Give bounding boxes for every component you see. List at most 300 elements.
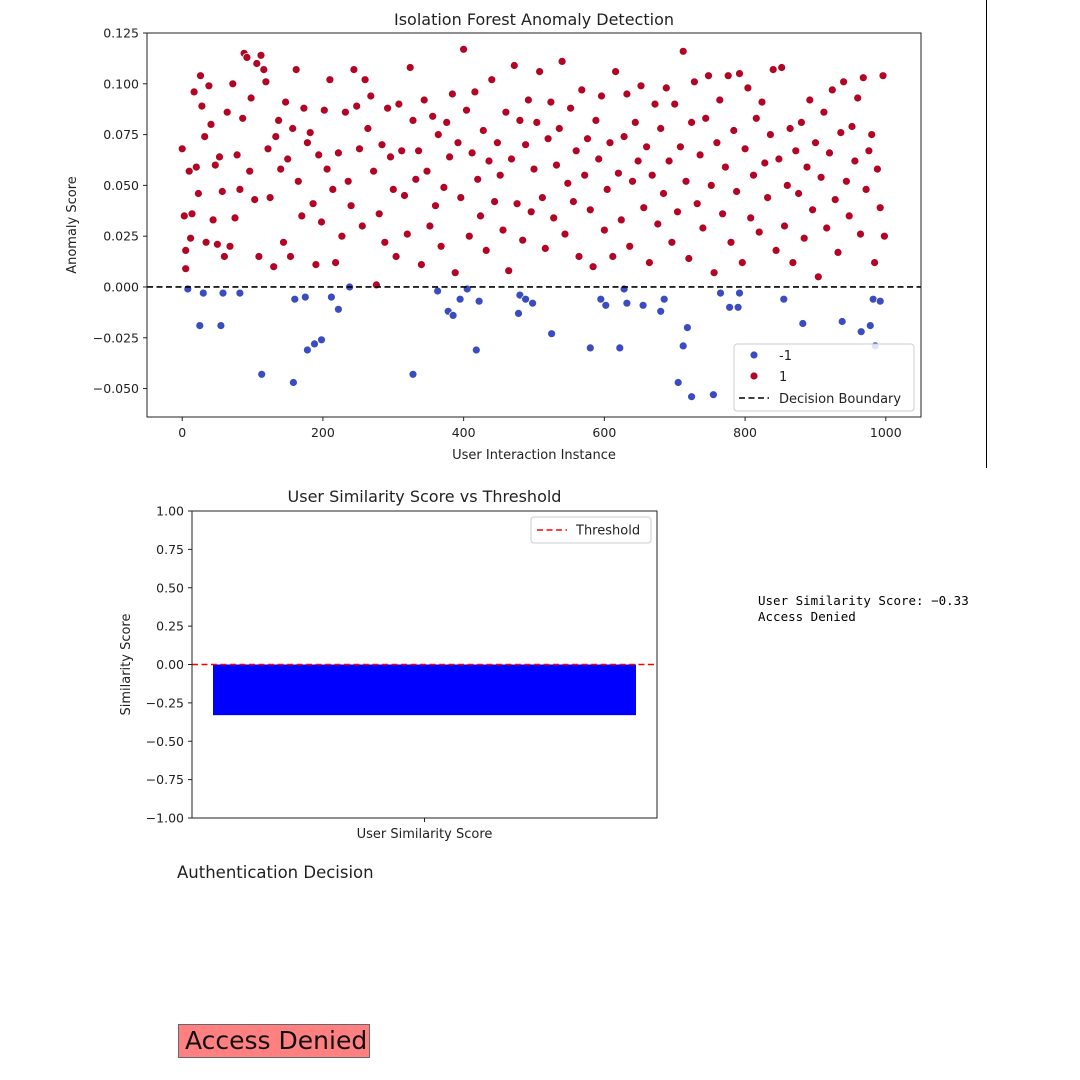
data-point [475,297,483,305]
data-point [544,135,552,143]
data-point [449,311,457,319]
data-point [496,171,504,179]
data-point [516,116,524,124]
data-point [809,206,817,214]
data-point [255,253,263,261]
data-point [724,72,732,80]
data-point [690,78,698,86]
data-point [387,153,395,161]
data-point [600,226,608,234]
data-point [533,118,541,126]
data-point [603,185,611,193]
data-point [479,127,487,135]
data-point [384,104,392,112]
data-point [617,216,625,224]
data-point [598,92,606,100]
data-point [838,318,846,326]
data-point [848,123,856,131]
y-axis-label: Anomaly Score [65,176,80,274]
data-point [866,322,874,330]
data-point [344,177,352,185]
data-point [338,232,346,240]
data-point [219,289,227,297]
bar-y-tick-label: −0.25 [145,695,184,711]
data-point [434,131,442,139]
data-point [423,167,431,175]
legend [734,344,914,411]
data-point [326,76,334,84]
data-point [205,82,213,90]
data-point [301,293,309,301]
data-point [482,246,490,254]
data-point [752,114,760,122]
data-point [834,248,842,256]
data-point [264,145,272,153]
data-point [876,204,884,212]
data-point [606,139,614,147]
data-point [569,198,577,206]
data-point [676,143,684,151]
data-point [477,212,485,220]
data-point [797,118,805,126]
data-point [736,70,744,78]
data-point [629,177,637,185]
data-point [282,98,290,106]
data-point [550,214,558,222]
data-point [474,175,482,183]
bar-y-tick-label: −0.75 [145,772,184,788]
data-point [246,167,254,175]
data-point [536,68,544,76]
data-point [645,259,653,267]
data-point [443,118,451,126]
data-point [873,165,881,173]
data-point [820,108,828,116]
data-point [519,236,527,244]
data-point [688,393,696,401]
bar-y-tick-label: −0.50 [145,733,184,749]
y-tick-label: 0.075 [103,127,139,143]
data-point [592,116,600,124]
data-point [260,66,268,74]
data-point [705,72,713,80]
data-point [854,94,862,102]
data-point [378,141,386,149]
data-point [648,171,656,179]
data-point [417,261,425,269]
data-point [800,234,808,242]
data-point [584,135,592,143]
data-point [665,157,673,165]
data-point [434,287,442,295]
data-point [485,157,493,165]
x-axis-label: User Interaction Instance [452,448,616,463]
data-point [463,106,471,114]
data-point [586,206,594,214]
data-point [814,273,822,281]
data-point [803,163,811,171]
data-point [857,230,865,238]
data-point [623,299,631,307]
data-point [555,125,563,133]
data-point [806,96,814,104]
data-point [309,200,317,208]
data-point [356,145,364,153]
data-point [840,78,848,86]
data-point [631,118,639,126]
data-point [300,104,308,112]
data-point [662,84,670,92]
data-point [334,305,342,313]
data-point [738,259,746,267]
data-point [454,139,462,147]
data-point [764,194,772,202]
data-point [502,108,510,116]
data-point [471,88,479,96]
data-point [320,106,328,114]
data-point [780,295,788,303]
data-point [747,214,755,222]
data-point [505,267,513,275]
divider-line [986,0,987,468]
data-point [361,76,369,84]
data-point [679,47,687,55]
data-point [674,379,682,387]
bar-y-axis-label: Similarity Score [119,613,134,716]
data-point [347,202,355,210]
y-tick-label: 0.025 [103,228,139,244]
data-point [251,196,259,204]
data-point [213,240,221,248]
data-point [457,194,465,202]
data-point [614,169,622,177]
data-point [857,328,865,336]
data-point [741,145,749,153]
x-tick-label: 0 [178,425,187,440]
data-point [298,212,306,220]
data-point [679,342,687,350]
console-decision-line: Access Denied [758,609,856,624]
data-point [783,181,791,189]
y-tick-label: 0.000 [103,279,139,295]
data-point [716,96,724,104]
data-point [460,45,468,53]
data-point [623,90,631,98]
data-point [323,165,331,173]
y-tick-label: −0.025 [92,330,139,346]
data-point [626,242,634,250]
data-point [786,125,794,133]
data-point [654,220,662,228]
data-point [879,72,887,80]
data-point [223,108,231,116]
data-point [412,175,420,183]
data-point [217,322,225,330]
data-point [398,147,406,155]
data-point [851,157,859,165]
data-point [192,163,200,171]
data-point [688,118,696,126]
data-point [236,289,244,297]
data-point [440,183,448,191]
data-point [657,307,665,315]
data-point [318,218,326,226]
bar-category-label: User Similarity Score [356,827,493,842]
data-point [209,216,217,224]
data-point [660,190,668,198]
data-point [432,202,440,210]
data-point [403,230,411,238]
data-point [381,238,389,246]
data-point [277,165,285,173]
data-point [358,222,366,230]
data-point [488,76,496,84]
data-point [865,147,873,155]
data-point [294,177,302,185]
data-point [750,171,758,179]
data-point [437,242,445,250]
data-point [226,242,234,250]
data-point [409,370,417,378]
data-point [499,226,507,234]
data-point [341,108,349,116]
data-point [515,309,523,317]
data-point [303,139,311,147]
chart-title: Isolation Forest Anomaly Detection [393,10,675,29]
data-point [510,62,518,70]
data-point [868,131,876,139]
data-point [364,125,372,133]
legend-marker-neg [750,351,758,359]
data-point [862,185,870,193]
data-point [353,102,361,110]
data-point [817,173,825,181]
data-point [589,263,597,271]
data-point [211,161,219,169]
data-point [375,210,383,218]
x-tick-label: 600 [592,425,617,440]
data-point [713,139,721,147]
data-point [201,133,209,141]
legend-label-boundary: Decision Boundary [779,392,902,407]
data-point [197,72,205,80]
data-point [185,167,193,175]
data-point [392,253,400,261]
data-point [826,149,834,157]
data-point [529,299,537,307]
data-point [710,269,718,277]
data-point [429,112,437,120]
bar-y-tick-label: 0.00 [156,657,184,672]
data-point [350,66,358,74]
data-point [682,177,690,185]
data-point [602,301,610,309]
data-point [696,151,704,159]
data-point [253,60,261,68]
data-point [558,57,566,65]
data-point [284,155,292,163]
data-point [262,78,270,86]
data-point [367,92,375,100]
data-point [270,263,278,271]
data-point [812,139,820,147]
data-point [769,66,777,74]
data-point [842,177,850,185]
data-point [303,346,311,354]
data-point [229,80,237,88]
data-point [772,246,780,254]
data-point [734,303,742,311]
data-point [730,127,738,135]
data-point [332,259,340,267]
data-point [522,141,530,149]
data-point [315,151,323,159]
data-point [792,147,800,155]
bar-y-tick-label: −1.00 [145,810,184,826]
data-point [837,129,845,137]
x-tick-label: 1000 [869,425,902,440]
data-point [468,149,476,157]
data-point [530,165,538,173]
data-point [196,322,204,330]
data-point [202,238,210,246]
data-point [409,116,417,124]
decision-title: Authentication Decision [177,863,374,882]
data-point [389,185,397,193]
data-point [620,133,628,141]
data-point [491,198,499,206]
data-point [871,259,879,267]
legend-label-pos: 1 [779,370,788,385]
bar-legend [531,517,651,543]
data-point [616,344,624,352]
data-point [312,261,320,269]
data-point [683,324,691,332]
data-point [493,139,501,147]
bar-chart-title: User Similarity Score vs Threshold [287,487,562,506]
data-point [456,295,464,303]
data-point [548,330,556,338]
data-point [637,82,645,90]
data-point [401,192,409,200]
data-point [182,246,190,254]
y-tick-label: −0.050 [92,381,139,397]
data-point [178,145,186,153]
x-tick-label: 200 [310,425,335,440]
data-point [639,301,647,309]
data-point [567,104,575,112]
data-point [831,196,839,204]
data-point [671,100,679,108]
legend-label-neg: -1 [779,349,792,364]
data-point [198,102,206,110]
data-point [216,153,224,161]
x-tick-label: 400 [451,425,476,440]
data-point [218,188,226,196]
data-point [188,210,196,218]
data-point [781,222,789,230]
data-point [640,204,648,212]
data-point [744,84,752,92]
data-point [220,253,228,261]
data-point [859,74,867,82]
data-point [541,244,549,252]
data-point [180,212,188,220]
x-tick-label: 800 [733,425,758,440]
data-point [778,64,786,72]
data-point [231,214,239,222]
y-tick-label: 0.125 [103,25,139,41]
data-point [207,120,215,128]
data-point [524,96,532,104]
data-point [795,190,803,198]
data-point [845,212,853,220]
anomaly-scatter-chart [0,0,1080,470]
data-point [707,181,715,189]
data-point [564,179,572,187]
data-point [395,100,403,108]
data-point [693,200,701,208]
data-point [272,133,280,141]
data-point [334,149,342,157]
data-point [465,232,473,240]
data-point [327,293,335,301]
data-point [726,303,734,311]
bar-legend-label: Threshold [576,523,641,539]
bar-y-tick-label: 0.25 [156,618,184,634]
data-point [406,64,414,72]
data-point [736,289,744,297]
data-point [761,159,769,167]
data-point [275,116,283,124]
data-point [733,188,741,196]
data-point [581,171,589,179]
data-point [609,253,617,261]
decision-badge: Access Denied [178,1024,370,1058]
data-point [657,125,665,133]
legend-marker-pos [750,372,758,380]
data-point [199,289,207,297]
data-point [586,344,594,352]
data-point [612,68,620,76]
data-point [233,151,241,159]
data-point [239,114,247,122]
similarity-bar [213,665,636,716]
data-point [702,114,710,122]
data-point [280,238,288,246]
data-point [880,232,888,240]
data-point [651,100,659,108]
data-point [448,90,456,98]
data-point [426,222,434,230]
data-point [823,224,831,232]
data-point [789,259,797,267]
data-point [194,190,202,198]
data-point [415,147,423,155]
data-point [247,94,255,102]
data-point [182,265,190,273]
data-point [674,208,682,216]
data-point [721,163,729,171]
data-point [660,295,668,303]
data-point [572,147,580,155]
data-point [527,208,535,216]
data-point [446,153,454,161]
console-output [758,593,969,625]
data-point [538,194,546,202]
similarity-bar-chart [0,480,700,850]
data-point [508,155,516,163]
